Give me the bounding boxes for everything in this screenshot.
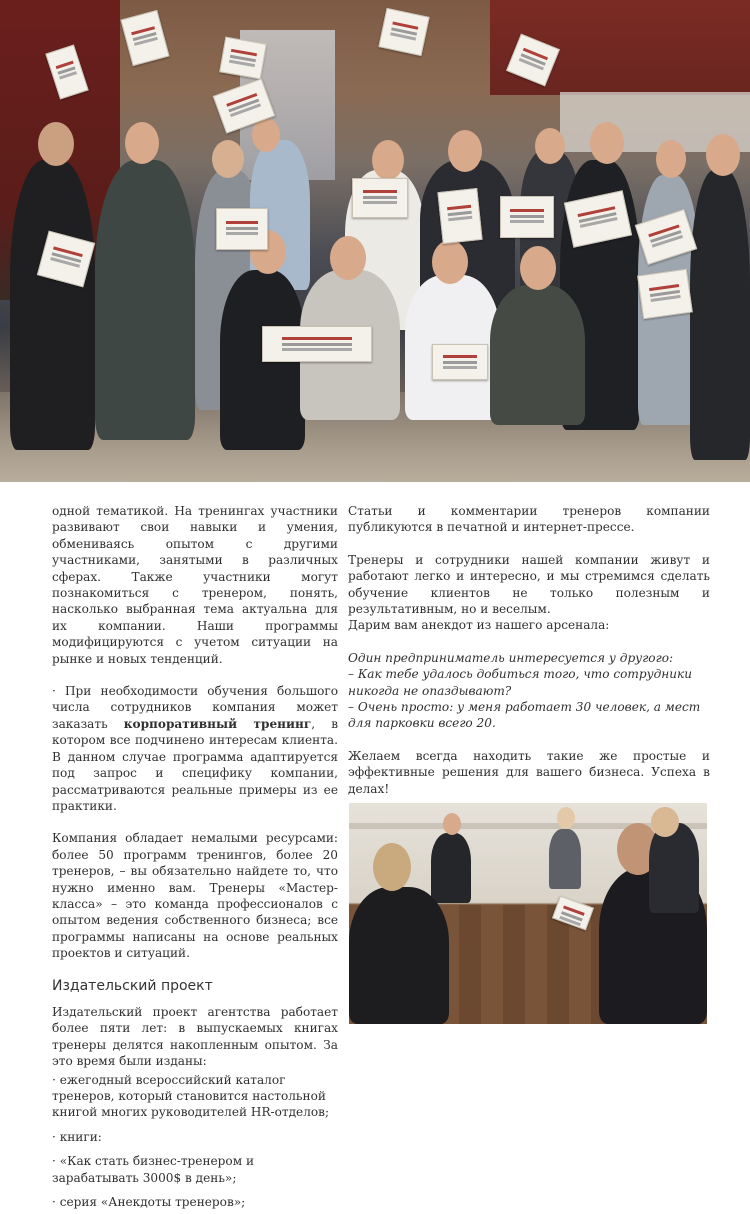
paragraph: Тренеры и сотрудники нашей компании живут и работают легко и интересно, и мы стремимся сделать обучение клиентов не только полезным и результативным, но и веселым. <box>348 552 710 617</box>
paragraph: Дарим вам анекдот из нашего арсенала: <box>348 618 610 633</box>
photo-person-head <box>252 118 280 152</box>
photo-person-head <box>443 813 461 835</box>
photo-person-head <box>590 122 624 164</box>
photo-person-head <box>448 130 482 172</box>
photo-certificate <box>352 178 408 218</box>
photo-person-head <box>212 140 244 178</box>
photo-person <box>549 829 581 889</box>
paragraph <box>52 683 338 814</box>
photo-person-head <box>706 134 740 176</box>
photo-person-head <box>38 122 74 166</box>
photo-person-head <box>651 807 679 837</box>
paragraph: Желаем всегда находить такие же простые и эффективные решения для вашего бизнеса. Успеха в делах! <box>348 748 710 796</box>
photo-person <box>349 887 449 1024</box>
paragraph: Компания обладает немалыми ресурсами: более 50 программ тренингов, более 20 тренеров, – вы обязательно найдете то, что нужно именно вам. Тренеры «Мастер-класса» – это команда профессионалов с опытом ведения собственного бизнеса; все программы написаны на основе реальных проектов и ситуаций. <box>52 831 338 961</box>
paragraph-text: · При необходимости обучения большого числа сотрудников компания может заказать <box>52 684 338 731</box>
paragraph: одной тематикой. На тренингах участники развивают свои навыки и умения, обмениваясь опытом с другими участниками, занятыми в различных сферах. Также участники могут познакомиться с тренером, понять, насколько выбранная тема актуальна для их компании. Наши программы модифицируются с учетом ситуации на рынке и новых тенденций. <box>52 504 338 666</box>
left-text-column <box>52 503 338 1214</box>
photo-person <box>10 160 95 450</box>
photo-certificate <box>262 326 372 362</box>
paragraph-text: , в котором все подчинено интересам клиента. В данном случае программа адаптируется под запрос и специфику компании, рассматриваются реальные примеры из ее практики. <box>52 716 339 813</box>
photo-person-head <box>557 807 575 829</box>
photo-person-head <box>656 140 686 178</box>
photo-certificate <box>432 344 488 380</box>
photo-person-head <box>432 240 468 284</box>
photo-certificate <box>216 208 268 250</box>
group-photo <box>0 0 750 482</box>
list-item: · серия «Анекдоты тренеров»; <box>52 1195 246 1210</box>
photo-person <box>649 823 699 913</box>
list-item: · ежегодный всероссийский каталог тренеров, который становится настольной книгой многих руководителей HR-отделов; <box>52 1072 330 1120</box>
seminar-photo <box>349 803 707 1024</box>
photo-person <box>431 833 471 903</box>
photo-person-head <box>372 140 404 180</box>
photo-person <box>690 170 750 460</box>
joke-block <box>348 650 710 732</box>
photo-certificate <box>437 188 482 244</box>
list-item: · «Как стать бизнес-тренером и зарабатывать 3000$ в день»; <box>52 1154 255 1185</box>
joke-line: – Как тебе удалось добиться того, что сотрудники никогда не опаздывают? <box>348 667 693 698</box>
section-heading: Издательский проект <box>52 977 213 994</box>
joke-line: – Очень просто: у меня работает 30 человек, а мест для парковки всего 20. <box>348 700 701 731</box>
photo-certificate <box>219 37 267 80</box>
highlight-term: корпоративный тренинг <box>123 716 312 731</box>
photo-person-head <box>520 246 556 290</box>
photo-person <box>95 160 195 440</box>
photo-person <box>490 285 585 425</box>
photo-certificate <box>500 196 554 238</box>
photo-certificate <box>120 10 169 66</box>
photo-certificate <box>637 269 693 320</box>
photo-person-head <box>373 843 411 891</box>
paragraph: Издательский проект агентства работает более пяти лет: в выпускаемых книгах тренеры делятся накопленным опытом. За это время были изданы: <box>52 1004 338 1069</box>
photo-person-head <box>535 128 565 164</box>
photo-person-head <box>125 122 159 164</box>
right-text-column <box>348 503 710 813</box>
paragraph: Статьи и комментарии тренеров компании публикуются в печатной и интернет-прессе. <box>348 504 710 535</box>
photo-person-head <box>330 236 366 280</box>
list-item: · книги: <box>52 1129 102 1144</box>
joke-line: Один предприниматель интересуется у другого: <box>348 650 674 665</box>
photo-certificate <box>378 8 429 56</box>
